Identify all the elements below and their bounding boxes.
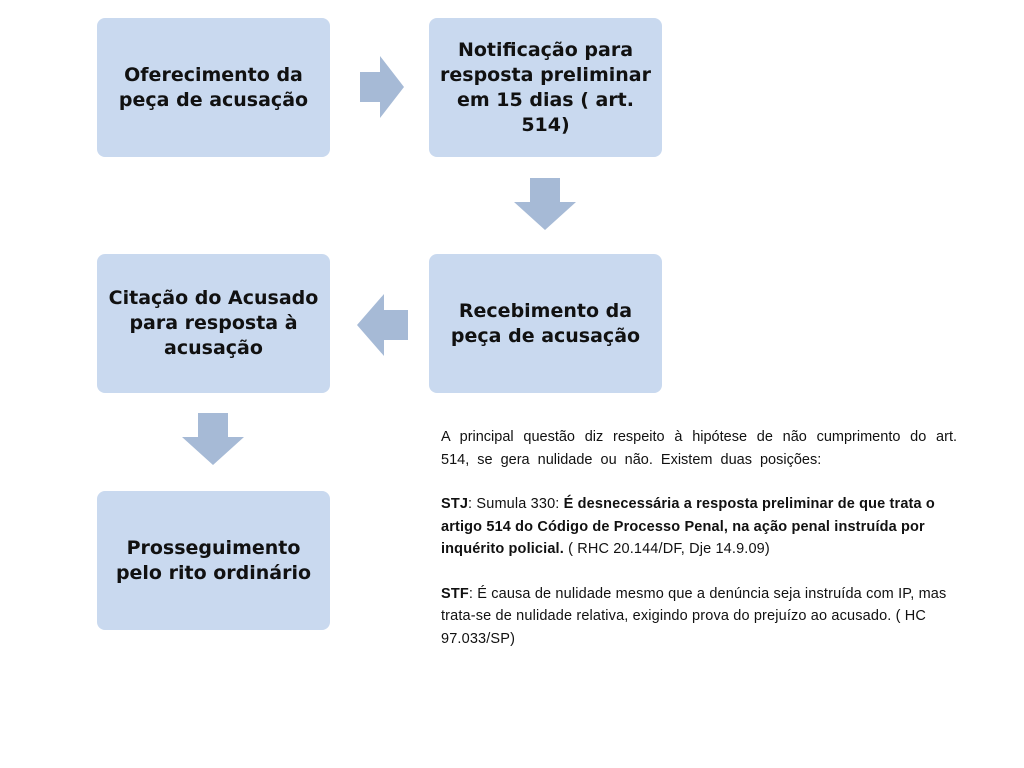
down-arrow-icon [514, 178, 576, 230]
stj-sumula-text: É desnecessária a resposta preliminar de que trata o artigo 514 do Código de Processo Penal, na ação penal instruída por inquérito policial. [441, 496, 935, 557]
stj-prefix: : Sumula 330: [468, 496, 564, 512]
note-stf [441, 583, 957, 651]
box-oferecimento [97, 18, 330, 157]
stj-label: STJ [441, 496, 469, 512]
stf-text: : É causa de nulidade mesmo que a denúncia seja instruída com IP, mas trata-se de nulidade relativa, exigindo prova do prejuízo ao acusado. ( HC 97.033/SP) [441, 585, 947, 647]
box-citacao-label: Citação do Acusado para resposta à acusação [108, 287, 319, 359]
box-recebimento-label: Recebimento da peça de acusação [450, 299, 641, 347]
note-text [441, 426, 957, 672]
box-citacao [97, 254, 330, 393]
right-arrow-icon [360, 56, 404, 118]
down-arrow-icon [182, 413, 244, 465]
box-prosseguimento-label: Prosseguimento pelo rito ordinário [115, 536, 312, 584]
stj-reference: ( RHC 20.144/DF, Dje 14.9.09) [563, 541, 770, 557]
stf-label: STF [441, 585, 469, 602]
box-recebimento [429, 254, 662, 393]
box-prosseguimento [97, 491, 330, 630]
note-intro: A principal questão diz respeito à hipótese de não cumprimento do art. 514, se gera nulidade ou não. Existem duas posições: [441, 429, 957, 468]
box-notificacao-label: Notificação para resposta preliminar em 15 dias ( art. 514) [440, 38, 651, 136]
left-arrow-icon [357, 294, 408, 356]
note-stj [441, 493, 957, 561]
box-notificacao [429, 18, 662, 157]
box-oferecimento-label: Oferecimento da peça de acusação [118, 63, 309, 111]
